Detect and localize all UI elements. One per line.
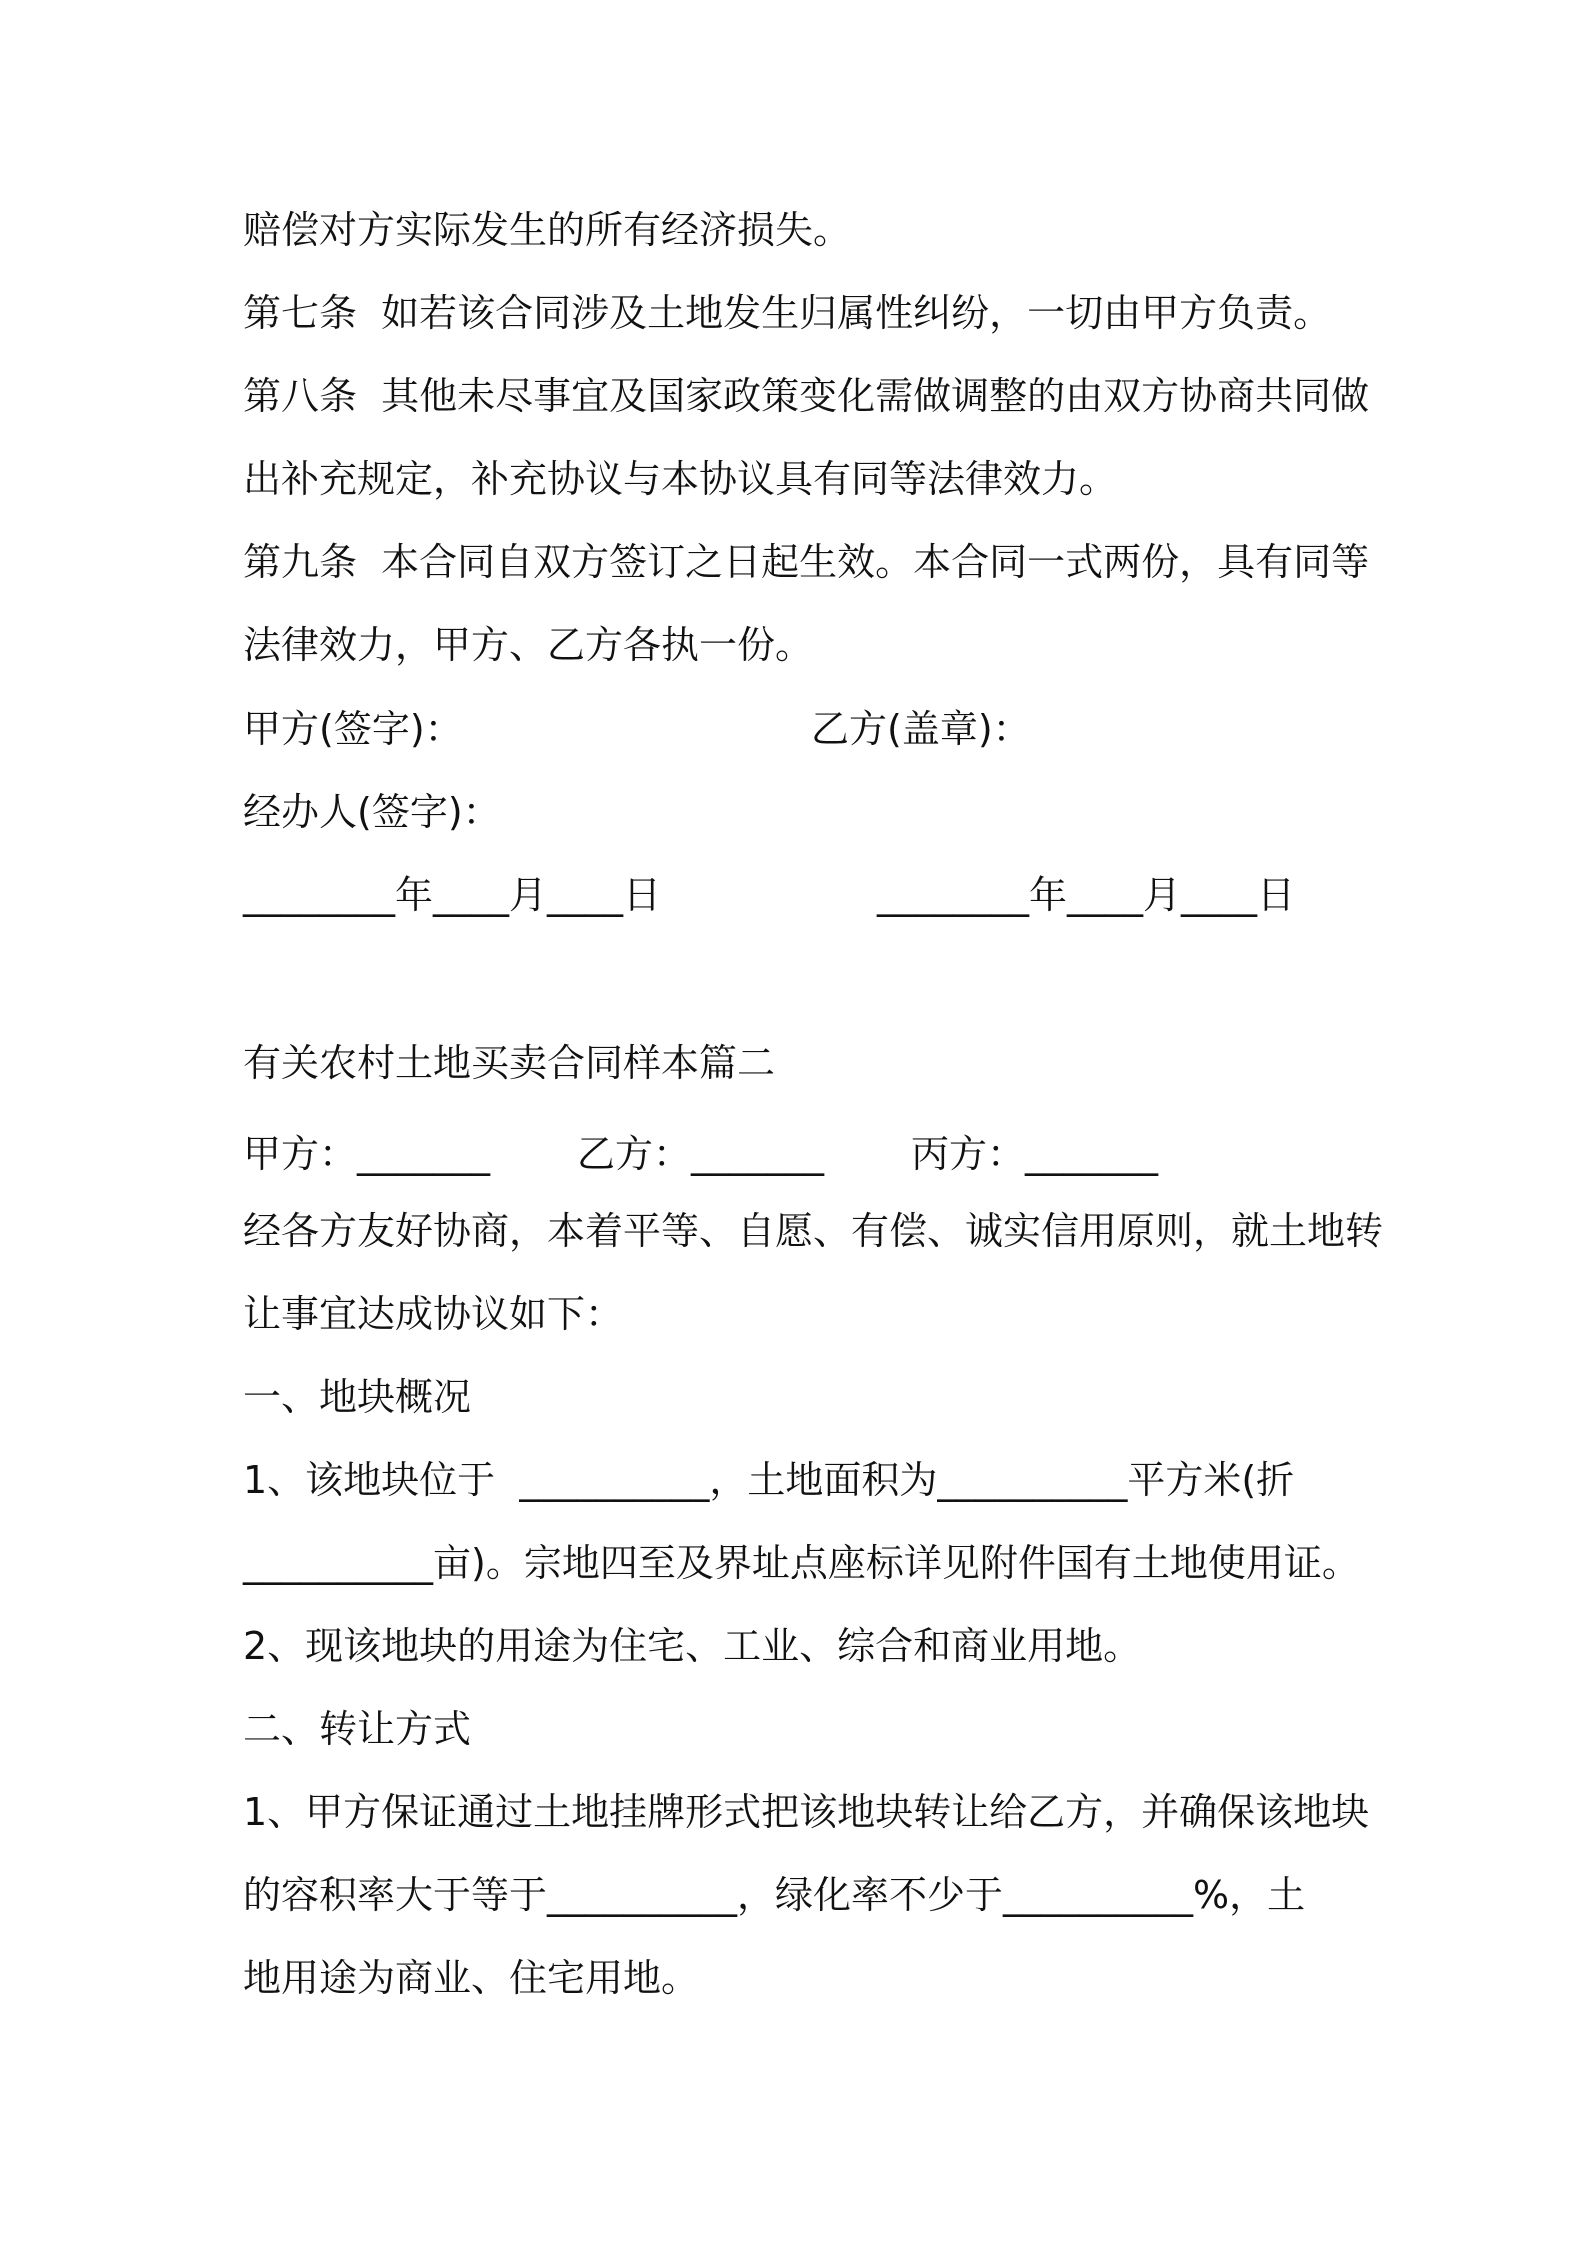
article-9-line-2: 法律效力，甲方、乙方各执一份。 [243, 623, 814, 667]
article-7: 第七条 如若该合同涉及土地发生归属性纠纷，一切由甲方负责。 [243, 291, 1332, 335]
item-2: 2、现该地块的用途为住宅、工业、综合和商业用地。 [243, 1624, 1142, 1668]
date-left: ________年____月____日 [243, 873, 662, 917]
handler-signature: 经办人(签字)： [243, 790, 501, 834]
date-right: ________年____月____日 [877, 873, 1296, 917]
transfer-line-3: 地用途为商业、住宅用地。 [243, 1956, 700, 2000]
item-1-line-1: 1、该地块位于 __________，土地面积为__________平方米(折 [243, 1458, 1295, 1502]
item-1-line-2: __________亩)。宗地四至及界址点座标详见附件国有土地使用证。 [243, 1541, 1360, 1585]
party-a-signature: 甲方(签字)： [243, 707, 463, 751]
heading-plot-overview: 一、地块概况 [243, 1375, 472, 1419]
article-8-line-2: 出补充规定，补充协议与本协议具有同等法律效力。 [243, 457, 1118, 501]
intro-line-2: 让事宜达成协议如下： [243, 1292, 624, 1336]
paragraph-line: 赔偿对方实际发生的所有经济损失。 [243, 208, 852, 252]
article-8-line-1: 第八条 其他未尽事宜及国家政策变化需做调整的由双方协商共同做 [243, 374, 1370, 418]
party-b-seal: 乙方(盖章)： [811, 707, 1031, 751]
transfer-line-2: 的容积率大于等于__________，绿化率不少于__________%，土 [243, 1873, 1306, 1917]
intro-line-1: 经各方友好协商，本着平等、自愿、有偿、诚实信用原则，就土地转 [243, 1209, 1384, 1253]
heading-transfer-method: 二、转让方式 [243, 1707, 472, 1751]
party-c-field: 丙方：_______ [911, 1132, 1159, 1176]
section-title: 有关农村土地买卖合同样本篇二 [243, 1041, 776, 1085]
transfer-line-1: 1、甲方保证通过土地挂牌形式把该地块转让给乙方，并确保该地块 [243, 1790, 1370, 1834]
article-9-line-1: 第九条 本合同自双方签订之日起生效。本合同一式两份，具有同等 [243, 540, 1370, 584]
party-a-field: 甲方：_______ [243, 1132, 491, 1176]
party-b-field: 乙方：_______ [577, 1132, 825, 1176]
